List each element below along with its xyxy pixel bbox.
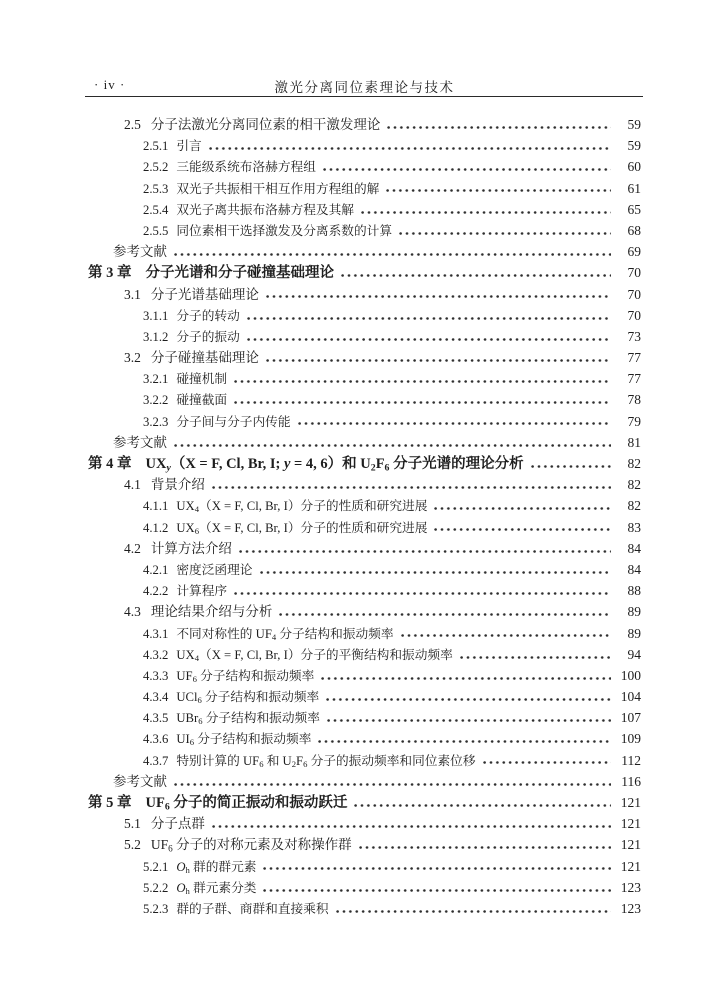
toc-entry (88, 644, 641, 665)
toc-entry (88, 262, 641, 283)
toc-entry-page: 88 (627, 583, 641, 599)
toc-entry-label: 5.2 (124, 837, 141, 853)
dot-leader (174, 434, 611, 447)
toc-entry-page: 84 (627, 561, 641, 577)
toc-entry (88, 135, 641, 156)
toc-entry-title: 分子光谱和分子碰撞基础理论 (145, 265, 334, 282)
toc-entry-title: 双光子离共振布洛赫方程及其解 (176, 202, 354, 217)
dot-leader (247, 307, 611, 320)
dot-leader (401, 625, 611, 638)
header-rule (85, 96, 643, 97)
toc-entry (88, 750, 641, 771)
toc-entry-label: 5.2.1 (143, 859, 169, 874)
toc-entry-page: 89 (627, 604, 641, 620)
toc-entry-label: 4.1.1 (143, 499, 169, 514)
toc-entry-title: $UX_y(X = F$, Cl, Br, I; y = 4, 6）和 $U_2F_6$ 分子光谱的理论分析 (145, 456, 524, 474)
toc-entry-label: 2.5.4 (143, 202, 169, 217)
toc-entry-title: 碰撞截面 (176, 393, 228, 408)
toc-entry-title: 计算方法介绍 (150, 540, 232, 556)
toc-entry-title: 引言 (176, 139, 202, 154)
toc (88, 114, 641, 919)
toc-entry (88, 411, 641, 432)
dot-leader (341, 264, 611, 277)
toc-entry-page: 112 (621, 752, 641, 768)
toc-entry-title: 不同对称性的 $UF_4$ 分子结构和振动频率 (176, 626, 394, 642)
toc-entry-page: 82 (627, 477, 641, 493)
toc-entry-label: 3.2.3 (143, 414, 169, 429)
toc-entry (88, 601, 641, 622)
dot-leader (386, 180, 611, 193)
toc-entry-label: 4.3.5 (143, 711, 169, 726)
page-header (86, 76, 643, 94)
toc-entry-label: 第 5 章 (88, 795, 132, 811)
dot-leader (321, 667, 611, 680)
dot-leader (434, 519, 611, 532)
dot-leader (359, 836, 611, 849)
toc-entry-title: 分子碰撞基础理论 (150, 350, 259, 366)
toc-entry (88, 241, 641, 262)
toc-entry-label: 4.3.7 (143, 753, 169, 768)
toc-entry (88, 326, 641, 347)
toc-entry (88, 368, 641, 389)
toc-entry-title: 分子的振动 (176, 329, 240, 344)
dot-leader (336, 900, 611, 913)
toc-entry-title: 特别计算的 $UF_6$ 和 $U_2F_6$ 分子的振动频率和同位素位移 (176, 753, 476, 769)
dot-leader (260, 561, 612, 574)
toc-entry-title: 理论结果介绍与分析 (150, 604, 273, 620)
dot-leader (354, 794, 611, 807)
toc-entry-label: 3.2.1 (143, 372, 169, 387)
dot-leader (263, 858, 611, 871)
toc-entry (88, 580, 641, 601)
toc-entry-label: 2.5.1 (143, 139, 169, 154)
dot-leader (263, 879, 611, 892)
dot-leader (323, 158, 611, 171)
toc-entry-title: 参考文献 (113, 434, 167, 450)
toc-entry-page: 79 (627, 413, 641, 429)
toc-entry-page: 59 (627, 117, 641, 132)
toc-entry-title: 碰撞机制 (176, 372, 228, 387)
toc-entry-title: 三能级系统布洛赫方程组 (176, 160, 316, 175)
dot-leader (266, 286, 611, 299)
toc-entry-label: 3.1.2 (143, 329, 169, 344)
toc-entry (88, 792, 641, 813)
toc-entry (88, 856, 641, 877)
toc-entry (88, 707, 641, 728)
toc-entry-page: 100 (620, 667, 641, 683)
toc-entry-title: $O_h$ 群元素分类 (176, 880, 257, 896)
toc-entry-title: $UF_6$ 分子结构和振动频率 (176, 668, 315, 685)
toc-entry-label: 4.2.1 (143, 562, 169, 577)
toc-entry-label: 3.2.2 (143, 393, 169, 408)
dot-leader (326, 688, 611, 701)
dot-leader (212, 815, 611, 828)
toc-entry-label: 5.2.2 (143, 880, 169, 895)
toc-entry-page: 61 (627, 180, 641, 196)
toc-entry (88, 813, 641, 834)
dot-leader (483, 752, 611, 765)
toc-entry-page: 60 (627, 159, 641, 175)
toc-entry (88, 728, 641, 749)
dot-leader (327, 709, 611, 722)
toc-entry-title: 同位素相干选择激发及分离系数的计算 (176, 223, 393, 238)
running-head-title: 激光分离同位素理论与技术 (274, 80, 455, 95)
toc-entry-page: 70 (627, 307, 641, 323)
toc-entry (88, 305, 641, 326)
toc-entry (88, 665, 641, 686)
dot-leader (174, 773, 611, 786)
toc-entry-label: 5.2.3 (143, 901, 169, 916)
dot-leader (234, 582, 611, 595)
dot-leader (387, 116, 611, 129)
dot-leader (298, 413, 611, 426)
toc-entry-title: $UI_6$ 分子结构和振动频率 (176, 732, 312, 748)
toc-entry-title: 分子间与分子内传能 (176, 414, 291, 429)
toc-entry-title: 分子点群 (150, 816, 205, 832)
toc-entry-page: 82 (627, 498, 641, 514)
toc-entry-title: $UX_4(X = F$, Cl, Br, I）分子的性质和研究进展 (176, 499, 428, 515)
dot-leader (279, 603, 611, 616)
toc-entry (88, 898, 641, 919)
toc-entry (88, 114, 641, 135)
toc-entry (88, 453, 641, 474)
toc-entry (88, 559, 641, 580)
toc-entry-label: 3.1.1 (143, 308, 169, 323)
toc-entry (88, 538, 641, 559)
toc-entry-label: 2.5.5 (143, 223, 169, 238)
toc-entry-title: 分子光谱基础理论 (150, 286, 259, 302)
toc-entry-label: 2.5 (124, 117, 141, 132)
toc-entry (88, 432, 641, 453)
toc-entry (88, 156, 641, 177)
toc-entry (88, 495, 641, 516)
dot-leader (239, 540, 611, 553)
toc-entry-page: 73 (627, 328, 641, 344)
toc-entry-title: $UX_6(X = F$, Cl, Br, I）分子的性质和研究进展 (176, 520, 428, 536)
folio-page-number: · iv · (94, 77, 126, 92)
toc-entry-page: 123 (620, 879, 641, 895)
toc-entry-label: 第 3 章 (88, 265, 132, 282)
dot-leader (234, 391, 611, 404)
toc-entry-page: 59 (627, 138, 641, 154)
toc-entry-page: 69 (627, 244, 641, 260)
toc-entry (88, 686, 641, 707)
toc-entry-label: 3.1 (124, 286, 141, 302)
toc-entry-label: 4.3.4 (143, 690, 169, 705)
dot-leader (174, 243, 611, 256)
toc-entry-label: 4.3.3 (143, 668, 169, 683)
toc-entry-label: 5.1 (124, 816, 141, 832)
toc-entry-page: 121 (620, 837, 641, 853)
toc-entry-label: 4.1.2 (143, 520, 169, 535)
toc-entry-page: 77 (627, 371, 641, 387)
toc-entry (88, 474, 641, 495)
toc-entry-page: 77 (627, 350, 641, 366)
toc-entry-label: 2.5.3 (143, 181, 169, 196)
toc-entry-label: 4.2.2 (143, 584, 169, 599)
toc-entry-page: 70 (627, 286, 641, 302)
toc-entry-label: 4.3 (124, 604, 141, 620)
toc-entry-title: 密度泛函理论 (176, 562, 253, 577)
toc-entry-title: 群的子群、商群和直接乘积 (176, 901, 329, 916)
toc-entry-label: 4.3.2 (143, 647, 169, 662)
dot-leader (234, 370, 611, 383)
toc-entry-title: $UF_6$ 分子的对称元素及对称操作群 (150, 837, 352, 854)
toc-entry (88, 517, 641, 538)
dot-leader (318, 730, 611, 743)
toc-entry-page: 82 (627, 456, 641, 471)
toc-entry-title: 分子法激光分离同位素的相干激发理论 (150, 117, 381, 132)
toc-entry-title: 参考文献 (113, 773, 167, 789)
toc-entry-label: 2.5.2 (143, 160, 169, 175)
toc-entry (88, 834, 641, 855)
toc-entry-label: 3.2 (124, 350, 141, 366)
dot-leader (460, 646, 611, 659)
toc-entry-page: 107 (620, 710, 641, 726)
toc-entry-title: 双光子共振相干相互作用方程组的解 (176, 181, 380, 196)
toc-entry-page: 81 (627, 434, 641, 450)
toc-entry (88, 347, 641, 368)
toc-entry-page: 109 (620, 731, 641, 747)
toc-entry (88, 877, 641, 898)
toc-entry-page: 123 (620, 900, 641, 916)
toc-entry-title: $O_h$ 群的群元素 (176, 859, 257, 875)
toc-entry-page: 116 (621, 773, 641, 789)
toc-entry (88, 220, 641, 241)
toc-entry-page: 84 (627, 540, 641, 556)
dot-leader (399, 222, 611, 235)
toc-entry-title: $UF_6$ 分子的简正振动和振动跃迁 (145, 795, 348, 813)
toc-entry-title: 计算程序 (176, 584, 228, 599)
toc-entry-title: UCl$_6$ 分子结构和振动频率 (176, 690, 320, 706)
toc-entry (88, 389, 641, 410)
dot-leader (361, 201, 611, 214)
toc-entry-page: 121 (620, 816, 641, 832)
toc-entry-title: $UX_4(X = F$, Cl, Br, I）分子的平衡结构和振动频率 (176, 647, 453, 663)
toc-entry-page: 70 (627, 265, 641, 281)
toc-entry-page: 83 (627, 519, 641, 535)
dot-leader (531, 455, 611, 468)
toc-entry-page: 89 (627, 625, 641, 641)
toc-entry (88, 178, 641, 199)
toc-entry-page: 104 (620, 689, 641, 705)
toc-entry-label: 4.1 (124, 477, 141, 493)
dot-leader (266, 349, 611, 362)
toc-entry-page: 68 (627, 222, 641, 238)
dot-leader (434, 497, 611, 510)
toc-entry-label: 4.3.1 (143, 626, 169, 641)
toc-entry-title: 分子的转动 (176, 308, 240, 323)
toc-entry (88, 623, 641, 644)
toc-entry-page: 78 (627, 392, 641, 408)
dot-leader (209, 137, 611, 150)
toc-entry (88, 284, 641, 305)
toc-entry-label: 4.3.6 (143, 732, 169, 747)
toc-entry-page: 65 (627, 201, 641, 217)
dot-leader (247, 328, 611, 341)
toc-entry-page: 94 (627, 646, 641, 662)
toc-entry-label: 4.2 (124, 540, 141, 556)
toc-entry-page: 121 (620, 858, 641, 874)
toc-entry-title: 背景介绍 (150, 477, 205, 493)
toc-entry-label: 第 4 章 (88, 456, 132, 472)
toc-entry-title: 参考文献 (113, 244, 167, 260)
toc-entry (88, 771, 641, 792)
toc-entry-page: 121 (620, 795, 641, 810)
dot-leader (212, 476, 611, 489)
toc-entry (88, 199, 641, 220)
toc-entry-title: UBr$_6$ 分子结构和振动频率 (176, 711, 320, 727)
